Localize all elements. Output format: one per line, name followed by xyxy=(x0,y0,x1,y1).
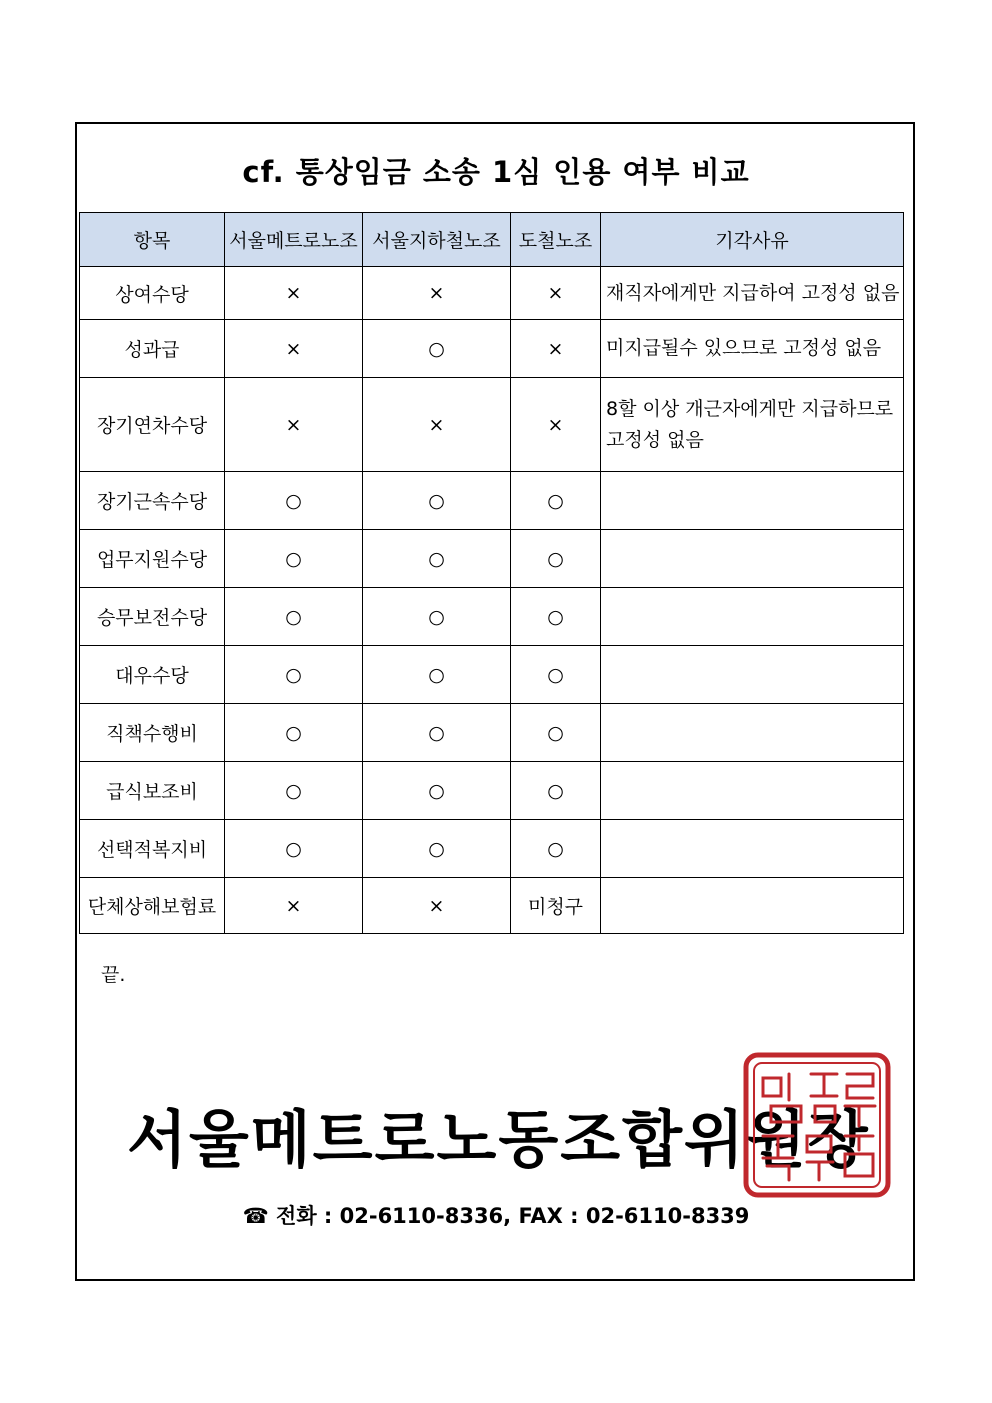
dismissal-reason: 재직자에게만 지급하여 고정성 없음 xyxy=(601,267,904,320)
union-chair-signature: 서울메트로노동조합위원장 xyxy=(127,1103,870,1176)
dochul-result: × xyxy=(511,267,601,320)
header-item: 항목 xyxy=(80,213,225,267)
row-item-name: 상여수당 xyxy=(80,267,225,320)
table-row xyxy=(80,588,904,646)
seoul-metro-result: × xyxy=(225,878,363,934)
table-row xyxy=(80,378,904,472)
table-header-row xyxy=(80,213,904,267)
dismissal-reason xyxy=(601,762,904,820)
seoul-metro-result: ○ xyxy=(225,472,363,530)
row-item-name: 장기근속수당 xyxy=(80,472,225,530)
dismissal-reason xyxy=(601,878,904,934)
comparison-table xyxy=(79,212,904,934)
table-row xyxy=(80,320,904,378)
table-row xyxy=(80,267,904,320)
seoul-subway-result: × xyxy=(363,267,511,320)
table-row xyxy=(80,530,904,588)
header-dismissal-reason: 기각사유 xyxy=(601,213,904,267)
dochul-result: × xyxy=(511,378,601,472)
table-row xyxy=(80,472,904,530)
official-seal-stamp xyxy=(741,1050,893,1200)
row-item-name: 성과급 xyxy=(80,320,225,378)
row-item-name: 업무지원수당 xyxy=(80,530,225,588)
seoul-metro-result: ○ xyxy=(225,820,363,878)
seoul-metro-result: × xyxy=(225,378,363,472)
dochul-result: ○ xyxy=(511,588,601,646)
row-item-name: 직책수행비 xyxy=(80,704,225,762)
seoul-subway-result: ○ xyxy=(363,704,511,762)
table-row xyxy=(80,878,904,934)
seoul-subway-result: × xyxy=(363,878,511,934)
seoul-subway-result: ○ xyxy=(363,472,511,530)
dochul-result: ○ xyxy=(511,530,601,588)
row-item-name: 대우수당 xyxy=(80,646,225,704)
document-title: cf. 통상임금 소송 1심 인용 여부 비교 xyxy=(242,155,750,189)
seoul-metro-result: ○ xyxy=(225,762,363,820)
seoul-subway-result: ○ xyxy=(363,530,511,588)
seoul-metro-result: ○ xyxy=(225,646,363,704)
row-item-name: 급식보조비 xyxy=(80,762,225,820)
dochul-result: ○ xyxy=(511,646,601,704)
dismissal-reason xyxy=(601,530,904,588)
dochul-result: ○ xyxy=(511,472,601,530)
dismissal-reason xyxy=(601,472,904,530)
dismissal-reason: 미지급될수 있으므로 고정성 없음 xyxy=(601,320,904,378)
contact-info: ☎ 전화 : 02-6110-8336, FAX : 02-6110-8339 xyxy=(242,1204,750,1228)
seoul-subway-result: ○ xyxy=(363,588,511,646)
dochul-result: × xyxy=(511,320,601,378)
dismissal-reason xyxy=(601,820,904,878)
dismissal-reason: 8할 이상 개근자에게만 지급하므로 고정성 없음 xyxy=(601,378,904,472)
seoul-metro-result: ○ xyxy=(225,704,363,762)
row-item-name: 장기연차수당 xyxy=(80,378,225,472)
row-item-name: 승무보전수당 xyxy=(80,588,225,646)
end-mark: 끝. xyxy=(101,964,126,986)
table-row xyxy=(80,704,904,762)
dochul-result: ○ xyxy=(511,704,601,762)
seoul-metro-result: × xyxy=(225,320,363,378)
table-row xyxy=(80,646,904,704)
table-row xyxy=(80,820,904,878)
header-seoul-subway-union: 서울지하철노조 xyxy=(363,213,511,267)
table-row xyxy=(80,762,904,820)
seoul-metro-result: × xyxy=(225,267,363,320)
seoul-subway-result: ○ xyxy=(363,646,511,704)
dismissal-reason xyxy=(601,588,904,646)
row-item-name: 단체상해보험료 xyxy=(80,878,225,934)
seoul-subway-result: ○ xyxy=(363,820,511,878)
seoul-subway-result: ○ xyxy=(363,762,511,820)
row-item-name: 선택적복지비 xyxy=(80,820,225,878)
dismissal-reason xyxy=(601,646,904,704)
seoul-metro-result: ○ xyxy=(225,530,363,588)
dochul-result: ○ xyxy=(511,762,601,820)
dismissal-reason xyxy=(601,704,904,762)
seoul-subway-result: × xyxy=(363,378,511,472)
seoul-metro-result: ○ xyxy=(225,588,363,646)
header-seoul-metro-union: 서울메트로노조 xyxy=(225,213,363,267)
dochul-result: ○ xyxy=(511,820,601,878)
header-dochul-union: 도철노조 xyxy=(511,213,601,267)
seoul-subway-result: ○ xyxy=(363,320,511,378)
dochul-result: 미청구 xyxy=(511,878,601,934)
